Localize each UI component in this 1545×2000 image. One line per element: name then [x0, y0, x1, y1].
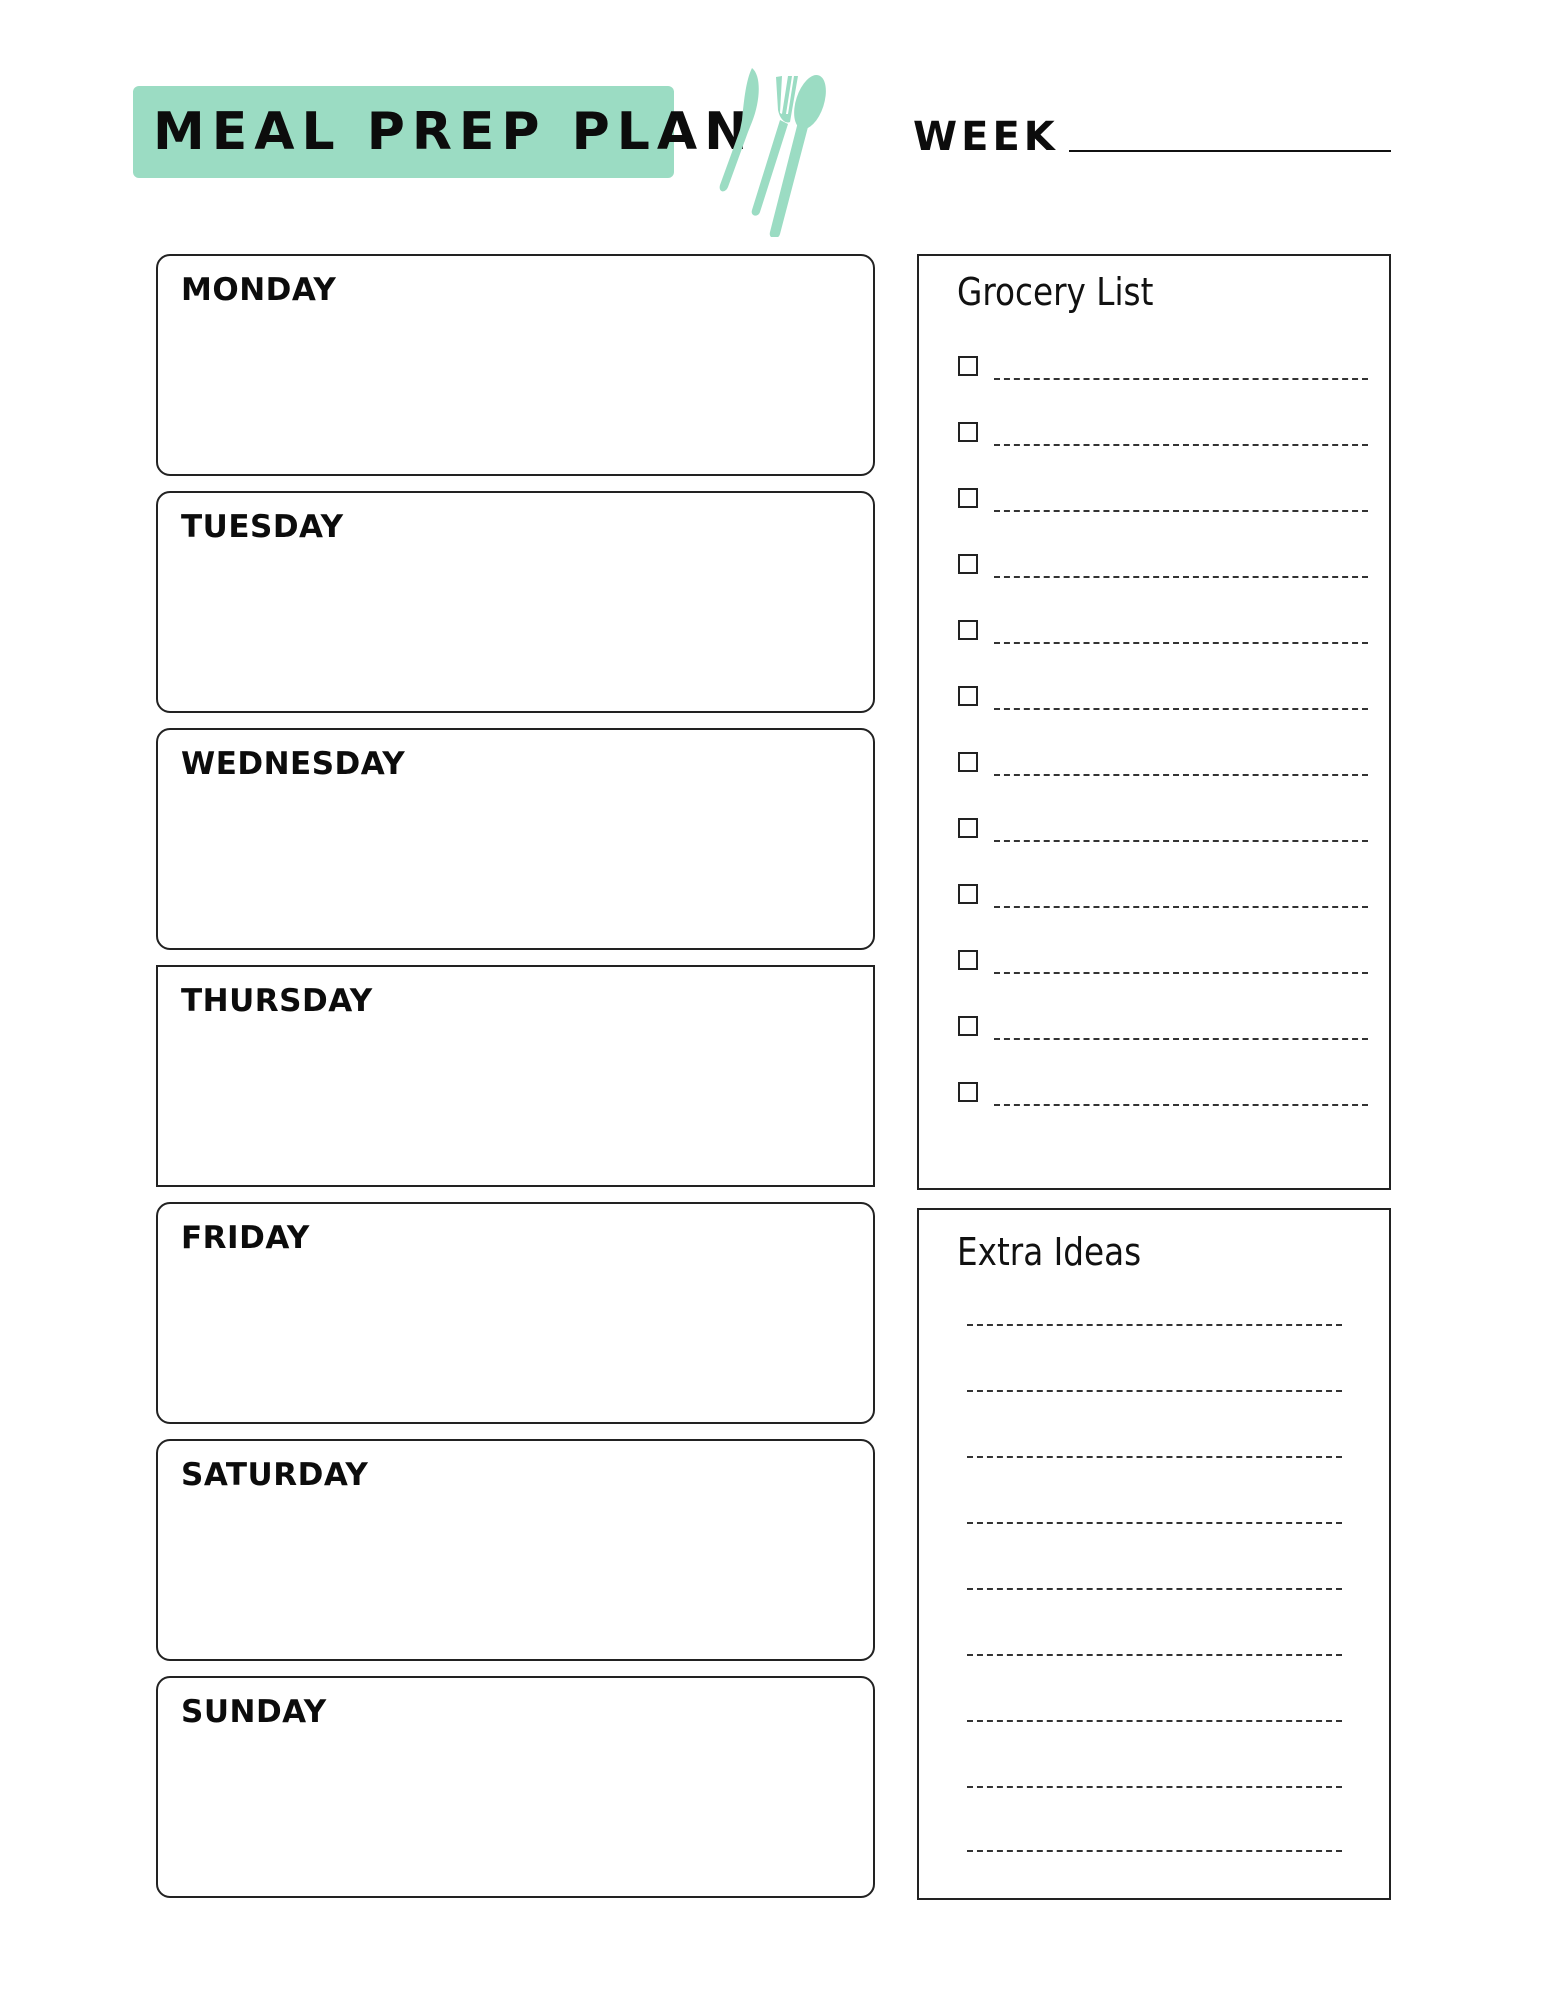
checkbox[interactable] — [958, 1082, 978, 1102]
extra-ideas-panel — [917, 1208, 1391, 1900]
checkbox[interactable] — [958, 752, 978, 772]
day-label: TUESDAY — [181, 509, 344, 545]
idea-line[interactable] — [967, 1456, 1342, 1458]
day-label: FRIDAY — [181, 1220, 310, 1256]
checkbox[interactable] — [958, 488, 978, 508]
idea-line[interactable] — [967, 1786, 1342, 1788]
grocery-item[interactable] — [958, 620, 1368, 644]
entry-line[interactable] — [994, 378, 1368, 380]
checkbox[interactable] — [958, 1016, 978, 1036]
idea-line[interactable] — [967, 1324, 1342, 1326]
checkbox[interactable] — [958, 686, 978, 706]
idea-line[interactable] — [967, 1654, 1342, 1656]
grocery-item[interactable] — [958, 884, 1368, 908]
day-box-friday[interactable] — [156, 1202, 875, 1424]
grocery-item[interactable] — [958, 686, 1368, 710]
day-label: MONDAY — [181, 272, 337, 308]
entry-line[interactable] — [994, 642, 1368, 644]
grocery-item[interactable] — [958, 554, 1368, 578]
entry-line[interactable] — [994, 840, 1368, 842]
day-box-thursday[interactable] — [156, 965, 875, 1187]
day-box-monday[interactable] — [156, 254, 875, 476]
entry-line[interactable] — [994, 708, 1368, 710]
entry-line[interactable] — [994, 444, 1368, 446]
checkbox[interactable] — [958, 950, 978, 970]
idea-line[interactable] — [967, 1390, 1342, 1392]
checkbox[interactable] — [958, 554, 978, 574]
day-label: THURSDAY — [181, 983, 373, 1019]
checkbox[interactable] — [958, 818, 978, 838]
idea-line[interactable] — [967, 1588, 1342, 1590]
checkbox[interactable] — [958, 356, 978, 376]
entry-line[interactable] — [994, 1104, 1368, 1106]
grocery-item[interactable] — [958, 488, 1368, 512]
checkbox[interactable] — [958, 620, 978, 640]
day-label: WEDNESDAY — [181, 746, 406, 782]
idea-line[interactable] — [967, 1850, 1342, 1852]
entry-line[interactable] — [994, 1038, 1368, 1040]
grocery-list-panel — [917, 254, 1391, 1190]
grocery-item[interactable] — [958, 356, 1368, 380]
day-box-tuesday[interactable] — [156, 491, 875, 713]
week-input-line[interactable] — [1069, 150, 1391, 152]
checkbox[interactable] — [958, 422, 978, 442]
checkbox[interactable] — [958, 884, 978, 904]
entry-line[interactable] — [994, 972, 1368, 974]
day-box-saturday[interactable] — [156, 1439, 875, 1661]
grocery-item[interactable] — [958, 1016, 1368, 1040]
entry-line[interactable] — [994, 906, 1368, 908]
entry-line[interactable] — [994, 510, 1368, 512]
extra-ideas-title: Extra Ideas — [957, 1230, 1142, 1274]
fork-knife-spoon-icon — [700, 62, 845, 237]
entry-line[interactable] — [994, 774, 1368, 776]
grocery-list-title: Grocery List — [957, 270, 1154, 314]
idea-line[interactable] — [967, 1720, 1342, 1722]
week-label: WEEK — [913, 114, 1059, 160]
day-box-sunday[interactable] — [156, 1676, 875, 1898]
grocery-item[interactable] — [958, 752, 1368, 776]
grocery-item[interactable] — [958, 1082, 1368, 1106]
idea-line[interactable] — [967, 1522, 1342, 1524]
grocery-item[interactable] — [958, 422, 1368, 446]
day-box-wednesday[interactable] — [156, 728, 875, 950]
grocery-item[interactable] — [958, 950, 1368, 974]
grocery-item[interactable] — [958, 818, 1368, 842]
entry-line[interactable] — [994, 576, 1368, 578]
page-title: MEAL PREP PLAN — [153, 102, 755, 162]
day-label: SUNDAY — [181, 1694, 327, 1730]
day-label: SATURDAY — [181, 1457, 369, 1493]
